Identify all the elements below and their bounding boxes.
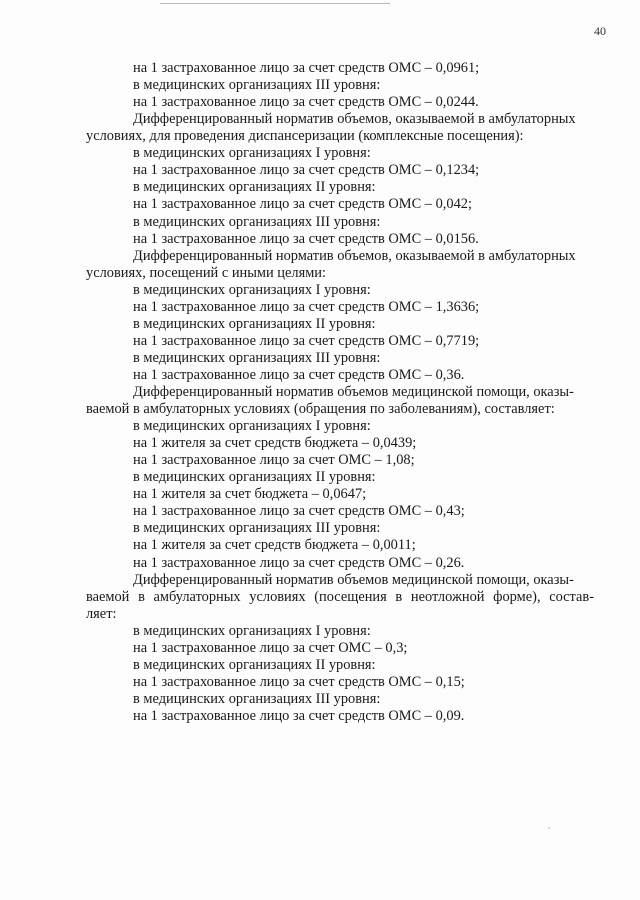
text-line: в медицинских организациях II уровня: (133, 469, 376, 486)
text-line: в медицинских организациях I уровня: (133, 145, 371, 162)
text-line: на 1 застрахованное лицо за счет средств ОМС – 0,0156. (133, 230, 479, 247)
text-line: на 1 застрахованное лицо за счет средств ОМС – 0,7719; (133, 332, 480, 349)
text-line: в медицинских организациях III уровня: (133, 520, 381, 537)
text-line: на 1 застрахованное лицо за счет средств ОМС – 0,36. (133, 366, 465, 383)
text-line: на 1 застрахованное лицо за счет средств ОМС – 1,3636; (133, 298, 480, 315)
text-line: на 1 застрахованное лицо за счет средств ОМС – 0,43; (133, 503, 465, 520)
text-line: на 1 жителя за счет средств бюджета – 0,0439; (133, 435, 417, 452)
text-line: на 1 застрахованное лицо за счет ОМС – 1,08; (133, 452, 415, 469)
text-line: в медицинских организациях III уровня: (133, 349, 381, 366)
text-line: на 1 застрахованное лицо за счет средств ОМС – 0,26. (133, 554, 465, 571)
text-line: на 1 застрахованное лицо за счет средств ОМС – 0,042; (133, 196, 472, 213)
text-line: в медицинских организациях I уровня: (133, 281, 371, 298)
page-number: 40 (594, 24, 606, 38)
text-line: на 1 жителя за счет средств бюджета – 0,0011; (133, 537, 416, 554)
text-line: на 1 застрахованное лицо за счет средств ОМС – 0,15; (133, 673, 465, 690)
text-line: на 1 застрахованное лицо за счет средств ОМС – 0,0961; (133, 60, 480, 76)
text-line: Дифференцированный норматив объемов медицинской помощи, оказы- (133, 383, 574, 400)
text-line: на 1 застрахованное лицо за счет средств ОМС – 0,09. (133, 707, 465, 724)
text-line: на 1 застрахованное лицо за счет средств ОМС – 0,0244. (133, 94, 479, 111)
text-line: Дифференцированный норматив объемов, оказываемой в амбулаторных (133, 111, 576, 128)
text-line: ваемой в амбулаторных условиях (посещения в неотложной форме), состав- (86, 588, 594, 605)
text-line: в медицинских организациях I уровня: (133, 622, 371, 639)
text-line: на 1 застрахованное лицо за счет ОМС – 0,3; (133, 639, 408, 656)
text-line: Дифференцированный норматив объемов, оказываемой в амбулаторных (133, 247, 576, 264)
text-line: в медицинских организациях I уровня: (133, 418, 371, 435)
text-line: ваемой в амбулаторных условиях (обращения по заболеваниям), составляет: (86, 401, 555, 417)
text-line: на 1 жителя за счет бюджета – 0,0647; (133, 486, 367, 503)
text-line: Дифференцированный норматив объемов медицинской помощи, оказы- (133, 571, 574, 588)
text-line: ляет: (86, 605, 117, 622)
text-line: в медицинских организациях II уровня: (133, 656, 376, 673)
text-line: на 1 застрахованное лицо за счет средств ОМС – 0,1234; (133, 162, 480, 179)
text-line: в медицинских организациях II уровня: (133, 179, 376, 196)
text-line: в медицинских организациях III уровня: (133, 213, 381, 230)
scan-speck (548, 827, 550, 829)
text-line: в медицинских организациях II уровня: (133, 315, 376, 332)
text-line: условиях, для проведения диспансеризации (комплексные посещения): (86, 128, 524, 145)
text-line: в медицинских организациях III уровня: (133, 77, 381, 94)
text-line: в медицинских организациях III уровня: (133, 690, 381, 707)
top-rule (160, 3, 390, 4)
text-line: условиях, посещений с иными целями: (86, 264, 326, 281)
